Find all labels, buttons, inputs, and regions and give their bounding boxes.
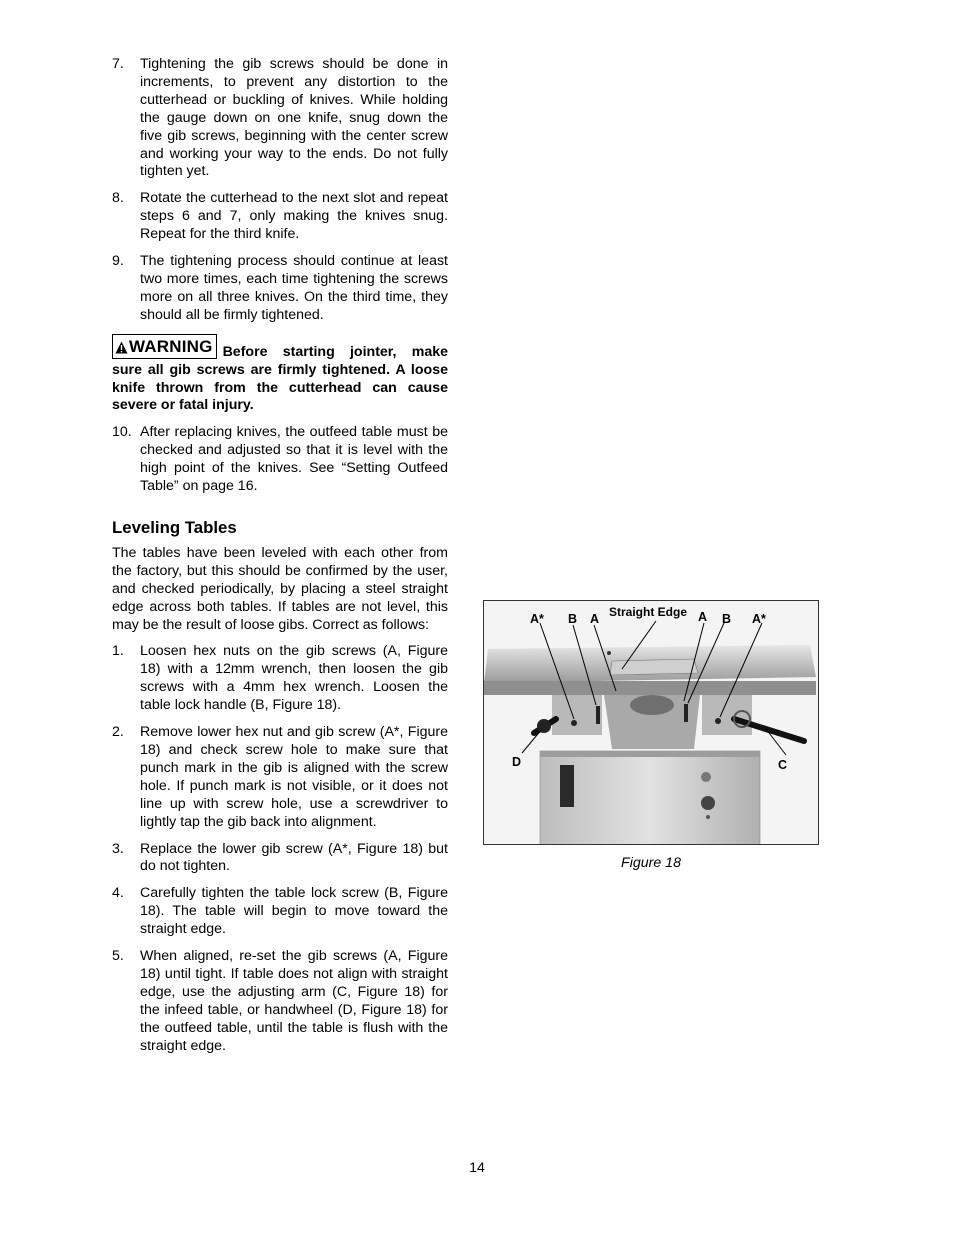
label-straight-edge: Straight Edge [609,605,688,619]
page-number: 14 [469,1160,485,1176]
warning-triangle-icon [115,341,128,354]
warning-badge-label: WARNING [129,336,213,356]
step-8 [112,190,448,244]
label-a-right: A [698,610,708,624]
step-number: 8. [112,190,124,207]
step-number: 9. [112,253,124,270]
step-text: Rotate the cutterhead to the next slot and repeat steps 6 and 7, only making the knives snug. Repeat for the third knife. [140,190,448,243]
figure-18-photo [483,600,819,845]
leveling-step-2 [112,724,448,831]
label-plate [560,765,574,807]
step-number: 1. [112,643,124,660]
label-a-left: A [590,612,600,626]
label-c: C [778,758,788,772]
step-10 [112,424,448,496]
step-text: After replacing knives, the outfeed table must be checked and adjusted so that it is level with the high point of the knives. See “Setting Outfeed Table” on page 16. [140,424,448,495]
label-a-star-right: A* [752,612,766,626]
power-switch [701,772,711,782]
step-text: When aligned, re-set the gib screws (A, Figure 18) until tight. If table does not align with straight edge, use the adjusting arm (C, Figure 18) for the infeed table, or handwheel (D, Figure 18) for the outfeed table, until the table is flush with the straight edge. [140,948,448,1054]
text-column [112,56,448,1065]
figure-caption: Figure 18 [621,855,681,871]
warning-text: Before starting jointer, make sure all gib screws are firmly tightened. A loose knife thrown from the cutterhead can cause severe or fatal injury. [112,343,448,414]
label-a-star-left: A* [530,612,544,626]
label-d: D [512,755,522,769]
jointer-illustration [484,601,819,845]
intro-paragraph: The tables have been leveled with each other from the factory, but this should be confirmed by the user, and checked periodically, by placing a steel straight edge across both tables. If tables are not level, this may be the result of loose gibs. Correct as follows: [112,544,448,633]
leveling-step-3 [112,841,448,877]
step-number: 4. [112,885,124,902]
step-text: Replace the lower gib screw (A*, Figure 18) but do not tighten. [140,840,448,875]
label-b-left: B [568,612,578,626]
step-number: 10. [112,424,132,441]
lock-b-left [596,706,600,724]
warning-badge [112,334,217,359]
section-heading: Leveling Tables [112,517,237,537]
step-number: 3. [112,840,124,857]
leveling-step-5 [112,948,448,1055]
step-text: Tightening the gib screws should be done in increments, to prevent any distortion to the cutterhead or buckling of knives. While holding the gauge down on one knife, snug down the five gib screws, beginning with the center screw and working your way to the ends. Do not fully tighten yet. [140,56,448,180]
gib-screw-a-star-left [571,720,577,726]
step-number: 5. [112,948,124,965]
lock-b-right [684,704,688,722]
step-9 [112,253,448,325]
leveling-step-1 [112,643,448,715]
step-7 [112,56,448,181]
step-text: The tightening process should continue at least two more times, each time tightening the screws more on all three knives. On the third time, they should all be firmly tightened. [140,253,448,323]
step-number: 2. [112,724,124,741]
step-text: Carefully tighten the table lock screw (B, Figure 18). The table will begin to move toward the straight edge. [140,885,448,938]
gib-screw-a-star-right [715,718,721,724]
step-number: 7. [112,56,124,72]
warning-block [112,334,448,416]
label-b-right: B [722,612,732,626]
step-text: Remove lower hex nut and gib screw (A*, Figure 18) and check screw hole to make sure that punch mark in the gib is aligned with the screw hole. If punch mark is not visible, or it does not line up with screw hole, use a screwdriver to lightly tap the gib back into alignment. [140,724,448,830]
step-text: Loosen hex nuts on the gib screws (A, Figure 18) with a 12mm wrench, then loosen the gib screws with a 4mm hex wrench. Loosen the table lock handle (B, Figure 18). [140,643,448,714]
leveling-step-4 [112,885,448,939]
